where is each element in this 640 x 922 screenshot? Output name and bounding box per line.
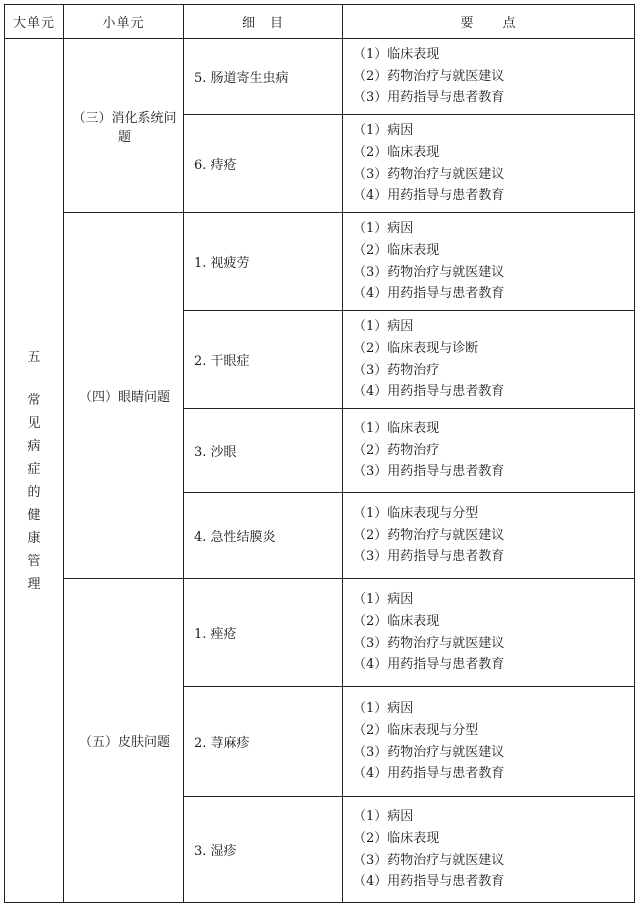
header-sub-unit: 小单元 [64, 5, 184, 39]
point-item: （2）药物治疗与就医建议 [353, 68, 505, 84]
point-item: （1）病因 [353, 591, 414, 607]
point-item: （4）用药指导与患者教育 [353, 657, 505, 673]
point-item: （2）临床表现与分型 [353, 722, 479, 738]
unit-title-char: 见 [27, 415, 41, 431]
detail-cell: 1. 视疲劳 [184, 213, 343, 311]
point-item: （1）临床表现与分型 [353, 505, 479, 521]
detail-cell: 1. 痤疮 [184, 579, 343, 687]
points-cell [343, 797, 635, 903]
point-item: （1）临床表现 [353, 46, 440, 62]
point-item: （3）药物治疗 [353, 362, 440, 378]
unit-number: 五 [27, 349, 41, 365]
syllabus-table [4, 4, 635, 903]
detail-cell: 2. 荨麻疹 [184, 687, 343, 797]
major-unit-cell [5, 39, 64, 903]
point-item: （2）药物治疗与就医建议 [353, 527, 505, 543]
points-cell [343, 493, 635, 579]
sub-unit-cell: （四）眼睛问题 [64, 213, 184, 579]
unit-title-char: 康 [27, 530, 41, 546]
point-item: （3）用药指导与患者教育 [353, 464, 505, 480]
point-item: （2）临床表现 [353, 613, 440, 629]
unit-title-char: 病 [27, 438, 41, 454]
unit-title-char: 常 [27, 392, 41, 408]
point-item: （1）病因 [353, 700, 414, 716]
point-item: （3）用药指导与患者教育 [353, 90, 505, 106]
detail-cell: 6. 痔疮 [184, 115, 343, 213]
point-item: （2）药物治疗 [353, 442, 440, 458]
points-cell [343, 213, 635, 311]
point-item: （1）病因 [353, 220, 414, 236]
points-cell [343, 311, 635, 409]
point-item: （1）病因 [353, 318, 414, 334]
detail-cell: 3. 湿疹 [184, 797, 343, 903]
point-item: （3）药物治疗与就医建议 [353, 744, 505, 760]
point-item: （1）病因 [353, 122, 414, 138]
points-cell [343, 115, 635, 213]
points-cell [343, 579, 635, 687]
point-item: （4）用药指导与患者教育 [353, 286, 505, 302]
point-item: （2）临床表现 [353, 144, 440, 160]
point-item: （4）用药指导与患者教育 [353, 384, 505, 400]
point-item: （1）病因 [353, 808, 414, 824]
detail-cell: 3. 沙眼 [184, 409, 343, 493]
header-major-unit: 大单元 [5, 5, 64, 39]
point-item: （3）药物治疗与就医建议 [353, 852, 505, 868]
point-item: （4）用药指导与患者教育 [353, 874, 505, 890]
points-cell [343, 39, 635, 115]
table-row [5, 213, 635, 311]
detail-cell: 2. 干眼症 [184, 311, 343, 409]
detail-cell: 5. 肠道寄生虫病 [184, 39, 343, 115]
point-item: （2）临床表现 [353, 242, 440, 258]
point-item: （3）药物治疗与就医建议 [353, 635, 505, 651]
points-cell [343, 687, 635, 797]
header-key-points: 要 点 [343, 5, 635, 39]
header-detail: 细 目 [184, 5, 343, 39]
sub-unit-cell: （三）消化系统问题 [64, 39, 184, 213]
points-cell [343, 409, 635, 493]
point-item: （3）药物治疗与就医建议 [353, 166, 505, 182]
point-item: （4）用药指导与患者教育 [353, 766, 505, 782]
point-item: （2）临床表现 [353, 830, 440, 846]
header-row [5, 5, 635, 39]
unit-title-char: 管 [27, 553, 41, 569]
unit-title-char: 健 [27, 507, 41, 523]
point-item: （3）药物治疗与就医建议 [353, 264, 505, 280]
unit-title-char: 理 [27, 576, 41, 592]
point-item: （2）临床表现与诊断 [353, 340, 479, 356]
point-item: （4）用药指导与患者教育 [353, 188, 505, 204]
unit-title-char: 症 [27, 461, 41, 477]
table-row [5, 39, 635, 115]
point-item: （3）用药指导与患者教育 [353, 549, 505, 565]
point-item: （1）临床表现 [353, 420, 440, 436]
unit-title-char: 的 [27, 484, 41, 500]
detail-cell: 4. 急性结膜炎 [184, 493, 343, 579]
sub-unit-cell: （五）皮肤问题 [64, 579, 184, 903]
table-row [5, 579, 635, 687]
